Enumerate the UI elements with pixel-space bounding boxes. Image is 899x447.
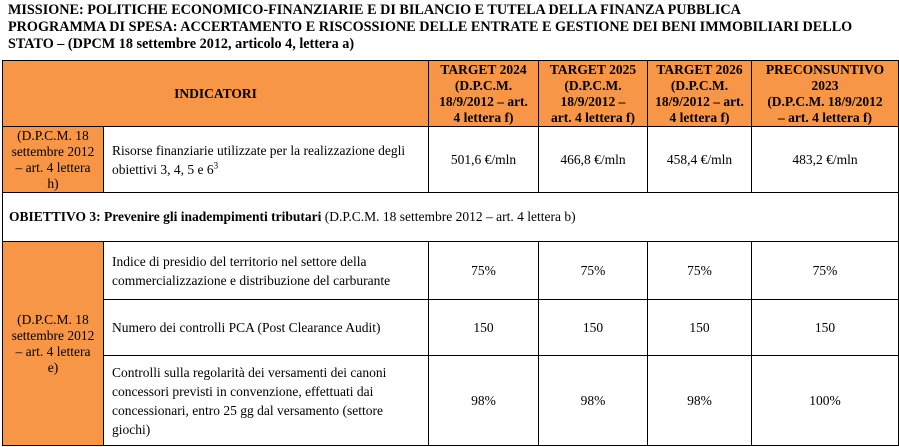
value-cell: 150 bbox=[752, 300, 899, 356]
value-cell: 501,6 €/mln bbox=[429, 127, 539, 193]
target-2024-header bbox=[429, 61, 539, 127]
indicatori-header-cell bbox=[3, 61, 429, 127]
value-cell: 98% bbox=[648, 356, 752, 446]
value-cell: 75% bbox=[752, 242, 899, 300]
value-cell: 458,4 €/mln bbox=[648, 127, 752, 193]
program-title: PROGRAMMA DI SPESA: ACCERTAMENTO E RISCOSSIONE DELLE ENTRATE E GESTIONE DEI BENI IMMOBILIARI DELLO bbox=[8, 19, 853, 35]
program-title-continued: STATO – (DPCM 18 settembre 2012, articolo 4, lettera a) bbox=[8, 36, 355, 52]
header-line: – art. 4 lettera f) bbox=[777, 109, 873, 125]
header-line: (D.P.C.M. bbox=[454, 77, 513, 93]
header-line: (D.P.C.M. bbox=[564, 77, 622, 93]
reference-line: – art. 4 lettera bbox=[15, 159, 91, 175]
header-line: 4 lettera f) bbox=[453, 109, 514, 125]
reference-line: settembre 2012 bbox=[11, 327, 95, 343]
dpcm-reference-cell bbox=[3, 127, 104, 193]
table-row bbox=[3, 300, 899, 356]
objective-row bbox=[3, 193, 899, 242]
description-text: Risorse finanziarie utilizzate per la realizzazione degli obiettivi 3, 4, 5 e 6 bbox=[112, 142, 406, 177]
indicatori-header: INDICATORI bbox=[174, 85, 257, 101]
indicator-description bbox=[104, 127, 429, 193]
header-line: PRECONSUNTIVO bbox=[765, 61, 885, 77]
header-line: (D.P.C.M. 18/9/2012 bbox=[767, 93, 883, 109]
value-cell: 98% bbox=[429, 356, 539, 446]
value-cell: 150 bbox=[648, 300, 752, 356]
header-line: 18/9/2012 – art. bbox=[439, 93, 528, 109]
value-cell: 466,8 €/mln bbox=[539, 127, 648, 193]
objective-title: Prevenire gli inadempimenti tributari bbox=[104, 209, 322, 224]
reference-line: settembre 2012 bbox=[11, 143, 95, 159]
value-cell: 98% bbox=[539, 356, 648, 446]
target-2025-header bbox=[539, 61, 648, 127]
header-line: TARGET 2026 bbox=[656, 61, 743, 77]
document-heading bbox=[8, 2, 898, 53]
objective-label: OBIETTIVO 3: bbox=[9, 209, 101, 224]
value-cell: 100% bbox=[752, 356, 899, 446]
header-line: TARGET 2024 bbox=[440, 61, 527, 77]
header-line: 2023 bbox=[811, 77, 839, 93]
indicator-description: Controlli sulla regolarità dei versamenti dei canoni concessori previsti in convenzione, effettuati dai concessionari, entro 25 gg dal versamento (settore giochi) bbox=[104, 356, 429, 446]
header-line: TARGET 2025 bbox=[549, 61, 637, 77]
reference-line: (D.P.C.M. 18 bbox=[17, 127, 89, 143]
header-line: 18/9/2012 – bbox=[560, 93, 626, 109]
indicator-description: Indice di presidio del territorio nel settore della commercializzazione e distribuzione del carburante bbox=[104, 242, 429, 300]
value-cell: 483,2 €/mln bbox=[752, 127, 899, 193]
table-row bbox=[3, 127, 899, 193]
header-line: (D.P.C.M. bbox=[670, 77, 729, 93]
table-row bbox=[3, 356, 899, 446]
value-cell: 150 bbox=[539, 300, 648, 356]
header-line: 4 lettera f) bbox=[669, 109, 730, 125]
header-line: 18/9/2012 – art. bbox=[655, 93, 744, 109]
reference-line: e) bbox=[47, 359, 59, 375]
target-2026-header bbox=[648, 61, 752, 127]
indicators-table bbox=[2, 60, 899, 446]
header-row bbox=[3, 61, 899, 127]
value-cell: 75% bbox=[429, 242, 539, 300]
value-cell: 75% bbox=[539, 242, 648, 300]
value-cell: 75% bbox=[648, 242, 752, 300]
table-row bbox=[3, 242, 899, 300]
mission-title: MISSIONE: POLITICHE ECONOMICO-FINANZIARIE E DI BILANCIO E TUTELA DELLA FINANZA PUBBLICA bbox=[8, 2, 741, 18]
preconsuntivo-2023-header bbox=[752, 61, 899, 127]
value-cell: 150 bbox=[429, 300, 539, 356]
objective-cell bbox=[3, 193, 899, 242]
reference-line: h) bbox=[47, 175, 59, 191]
reference-line: (D.P.C.M. 18 bbox=[17, 311, 89, 327]
indicator-description: Numero dei controlli PCA (Post Clearance Audit) bbox=[104, 300, 429, 356]
reference-line: – art. 4 lettera bbox=[15, 343, 91, 359]
footnote-marker: 3 bbox=[213, 160, 219, 170]
header-line: art. 4 lettera f) bbox=[551, 109, 635, 125]
dpcm-reference-cell bbox=[3, 242, 104, 446]
objective-reference: (D.P.C.M. 18 settembre 2012 – art. 4 lettera b) bbox=[324, 209, 576, 224]
